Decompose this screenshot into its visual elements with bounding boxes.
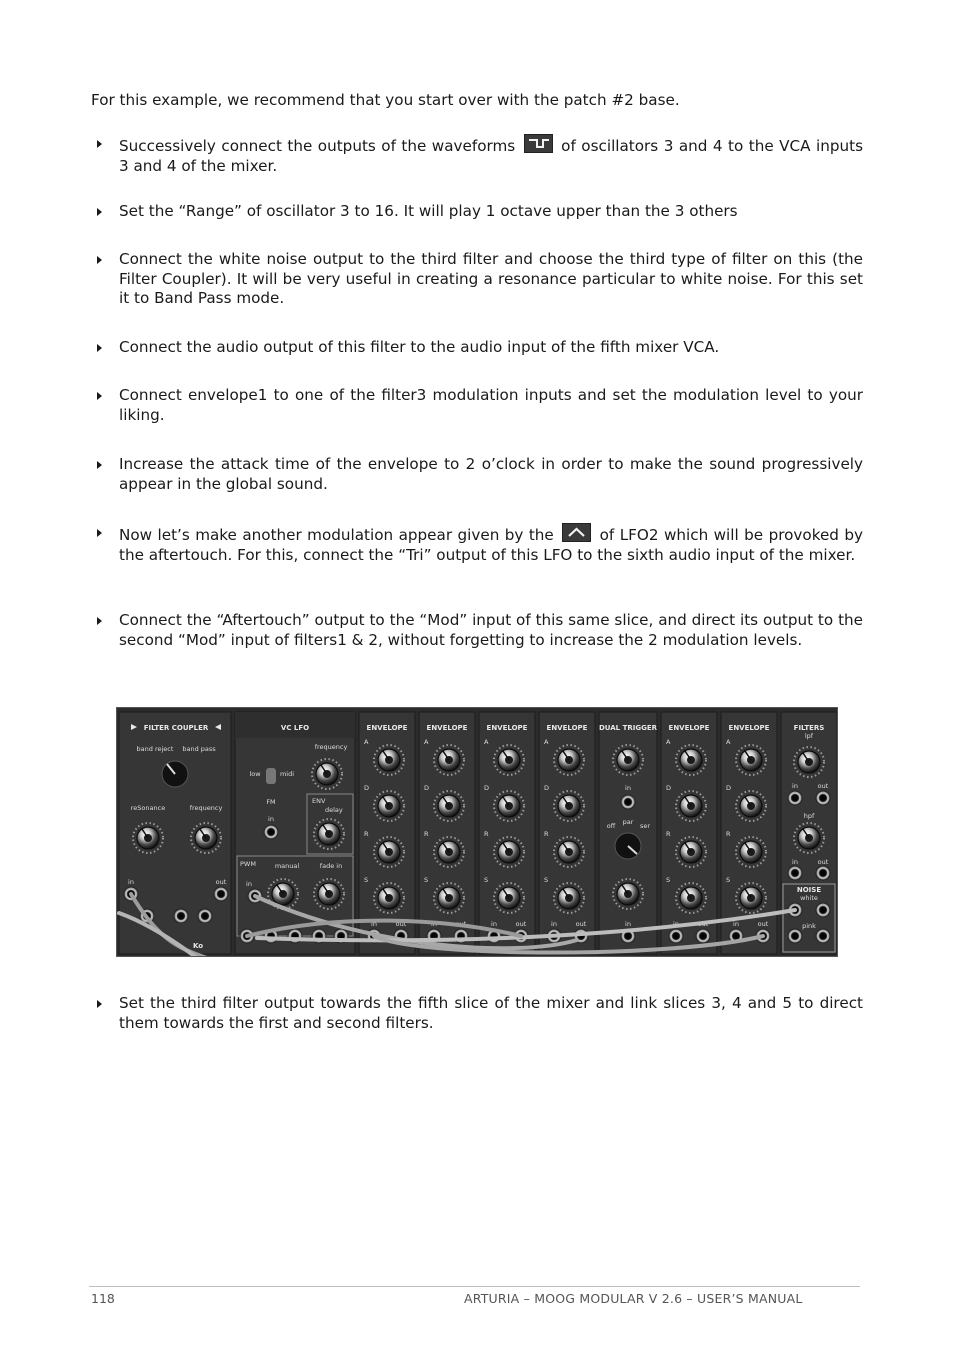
lpf-out-label: out	[817, 782, 829, 790]
bullet-item	[91, 338, 863, 358]
band-reject-label: band reject	[136, 745, 174, 753]
envelope-title: ENVELOPE	[426, 724, 468, 732]
attack-label: A	[484, 738, 489, 746]
bullet-item	[91, 994, 863, 1033]
bullet-text: Connect the “Aftertouch” output to the “Mod” input of this same slice, and direct its output to the second “Mod” input of filters1 & 2, without forgetting to increase the 2 modulation levels.	[119, 611, 863, 649]
fm-in-jack[interactable]	[264, 825, 278, 839]
envelope-out-label: out	[515, 920, 527, 928]
envelope-out-label: out	[395, 920, 407, 928]
filter-coupler-title: FILTER COUPLER	[143, 724, 209, 732]
running-title: ARTURIA – MOOG MODULAR V 2.6 – USER’S MANUAL	[464, 1291, 803, 1306]
decay-label: D	[666, 784, 672, 792]
fade-in-label: fade in	[319, 862, 343, 870]
bullet-arrow-icon	[97, 1000, 102, 1008]
bullet-item	[91, 386, 863, 425]
square-wave-icon	[524, 134, 553, 153]
bullet-arrow-icon	[97, 392, 102, 400]
triangle-wave-icon	[562, 523, 591, 542]
pink-noise-jack[interactable]	[788, 929, 802, 943]
off-label: off	[606, 822, 616, 830]
coupler-in-label: in	[128, 878, 134, 886]
attack-label: A	[544, 738, 549, 746]
frequency-label: frequency	[189, 804, 223, 812]
envelope-module	[419, 712, 475, 954]
noise-title: NOISE	[796, 886, 822, 894]
fm-label: FM	[266, 798, 276, 806]
sustain-label: S	[726, 876, 731, 884]
bullet-item	[91, 202, 863, 222]
bullet-text: Successively connect the outputs of the waveforms of oscillators 3 and 4 to the VCA inputs 3 and 4 of the mixer.	[119, 134, 863, 176]
sustain-label: S	[666, 876, 671, 884]
envelope-in-label: in	[491, 920, 497, 928]
hpf-out-label: out	[817, 858, 829, 866]
dual-trigger-module	[599, 712, 658, 954]
lpf-label: lpf	[804, 732, 814, 740]
bullet-text: Increase the attack time of the envelope to 2 o’clock in order to make the sound progressively appear in the global sound.	[119, 455, 863, 493]
attack-label: A	[424, 738, 429, 746]
pwm-in-label: in	[246, 880, 252, 888]
manual-label: manual	[274, 862, 300, 870]
decay-label: D	[424, 784, 430, 792]
release-label: R	[666, 830, 671, 838]
envelope-title: ENVELOPE	[366, 724, 408, 732]
envelope-out-label: out	[575, 920, 587, 928]
filters-title: FILTERS	[793, 724, 825, 732]
trigger-in-label: in	[625, 784, 631, 792]
bullet-arrow-icon	[97, 617, 102, 625]
sustain-label: S	[364, 876, 369, 884]
midi-label: midi	[279, 770, 295, 778]
bullet-arrow-icon	[97, 256, 102, 264]
envelope-out-label: out	[757, 920, 769, 928]
sustain-label: S	[424, 876, 429, 884]
par-label: par	[622, 818, 634, 826]
bullet-item	[91, 455, 863, 494]
envelope-in-label: in	[431, 920, 437, 928]
bullet-text: Set the “Range” of oscillator 3 to 16. It will play 1 octave upper than the 3 others	[119, 202, 738, 220]
sustain-label: S	[484, 876, 489, 884]
attack-label: A	[364, 738, 369, 746]
bullet-item	[91, 250, 863, 309]
lpf-in-label: in	[792, 782, 798, 790]
coupler-out-jack[interactable]	[214, 887, 228, 901]
decay-label: D	[726, 784, 732, 792]
bullet-arrow-icon	[97, 344, 102, 352]
filters-module	[781, 712, 837, 954]
bullet-text: Now let’s make another modulation appear given by the of LFO2 which will be provoked by the aftertouch. For this, connect the “Tri” output of this LFO to the sixth audio input of the mixer.	[119, 523, 863, 565]
band-pass-label: band pass	[182, 745, 216, 753]
lpf-out-jack[interactable]	[816, 791, 830, 805]
bullet-item	[91, 134, 863, 176]
envelope-in-label: in	[733, 920, 739, 928]
envelope-in-label: in	[673, 920, 679, 928]
release-label: R	[364, 830, 369, 838]
coupler-out-label: out	[215, 878, 227, 886]
decay-label: D	[484, 784, 490, 792]
white-noise-jack[interactable]	[816, 903, 830, 917]
resonance-label: reSonance	[130, 804, 166, 812]
vc-lfo-module	[235, 712, 355, 954]
envelope-out-label: out	[697, 920, 709, 928]
envelope-title: ENVELOPE	[668, 724, 710, 732]
bullet-item	[91, 611, 863, 650]
envelope-title: ENVELOPE	[486, 724, 528, 732]
bullet-arrow-icon	[97, 529, 102, 537]
bullet-text: Connect envelope1 to one of the filter3 modulation inputs and set the modulation level to your liking.	[119, 386, 863, 424]
envelope-module	[479, 712, 535, 954]
fm-in-label: in	[268, 815, 274, 823]
envelope-module	[359, 712, 415, 954]
bullet-text: Set the third filter output towards the fifth slice of the mixer and link slices 3, 4 and 5 to direct them towards the first and second filters.	[119, 994, 863, 1032]
intro-paragraph: For this example, we recommend that you start over with the patch #2 base.	[91, 91, 680, 109]
attack-label: A	[726, 738, 731, 746]
filter-coupler-module	[119, 712, 231, 954]
envelope-title: ENVELOPE	[546, 724, 588, 732]
trigger-in-label: in	[625, 920, 631, 928]
hpf-in-label: in	[792, 858, 798, 866]
white-label: white	[800, 894, 818, 902]
lfo-frequency-label: frequency	[314, 743, 348, 751]
pwm-label: PWM	[240, 860, 256, 868]
trigger-in-jack[interactable]	[621, 795, 635, 809]
vc-lfo-title: VC LFO	[280, 724, 310, 732]
bullet-text: Connect the white noise output to the third filter and choose the third type of filter on this (the Filter Coupler). It will be very useful in creating a resonance particular to white noise. For this set it to Band Pass mode.	[119, 250, 863, 308]
brand-label: Ko	[193, 942, 204, 950]
bullet-arrow-icon	[97, 140, 102, 148]
decay-label: D	[544, 784, 550, 792]
envelope-in-label: in	[371, 920, 377, 928]
moog-modular-screenshot	[116, 707, 838, 957]
bullet-arrow-icon	[97, 208, 102, 216]
footer-divider	[89, 1286, 860, 1287]
envelope-out-label: out	[455, 920, 467, 928]
attack-label: A	[666, 738, 671, 746]
dual-trigger-title: DUAL TRIGGER	[598, 724, 658, 732]
envelope-in-jack[interactable]	[669, 929, 683, 943]
range-toggle[interactable]	[266, 768, 276, 784]
envelope-module	[539, 712, 595, 954]
release-label: R	[424, 830, 429, 838]
hpf-out-jack[interactable]	[816, 866, 830, 880]
envelope-out-jack[interactable]	[696, 929, 710, 943]
envelope-module	[661, 712, 717, 954]
bullet-arrow-icon	[97, 461, 102, 469]
release-label: R	[544, 830, 549, 838]
coupler-jack[interactable]	[198, 909, 212, 923]
pink-noise-jack[interactable]	[816, 929, 830, 943]
decay-label: D	[364, 784, 370, 792]
envelope-title: ENVELOPE	[728, 724, 770, 732]
delay-label: delay	[325, 806, 343, 814]
bullet-item	[91, 523, 863, 565]
hpf-in-jack[interactable]	[788, 866, 802, 880]
coupler-jack[interactable]	[174, 909, 188, 923]
envelope-in-label: in	[551, 920, 557, 928]
ser-label: ser	[639, 822, 651, 830]
page-number: 118	[91, 1291, 115, 1306]
hpf-label: hpf	[803, 812, 815, 820]
env-label: ENV	[312, 797, 326, 805]
bullet-text: Connect the audio output of this filter to the audio input of the fifth mixer VCA.	[119, 338, 720, 356]
sustain-label: S	[544, 876, 549, 884]
pink-label: pink	[802, 922, 816, 930]
low-label: low	[249, 770, 261, 778]
release-label: R	[726, 830, 731, 838]
lpf-in-jack[interactable]	[788, 791, 802, 805]
release-label: R	[484, 830, 489, 838]
